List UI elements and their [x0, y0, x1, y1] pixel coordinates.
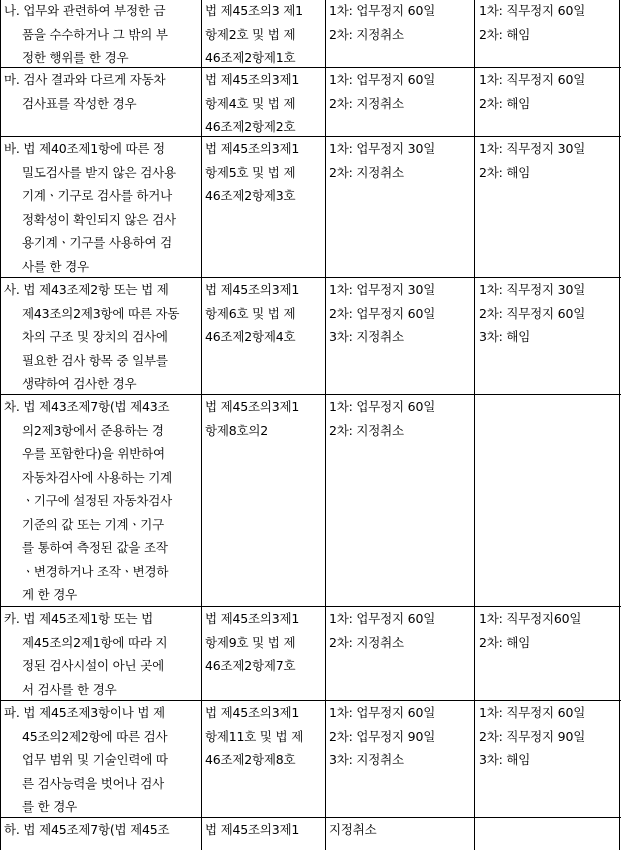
violation-line: ㆍ기구에 설정된 자동차검사	[22, 493, 173, 508]
violation-line: 기계ㆍ기구로 검사를 하거나	[22, 188, 173, 203]
business-penalty-line: 1차: 업무정지 60일	[329, 3, 436, 18]
violation-line: 나. 업무와 관련하여 부정한 금	[4, 3, 166, 18]
staff-penalty-line: 2차: 해임	[479, 634, 531, 650]
staff-penalty-line: 1차: 직무정지 60일	[479, 705, 586, 720]
business-penalty-line: 1차: 업무정지 30일	[329, 141, 436, 156]
staff-penalty-line: 2차: 직무정지 90일	[479, 728, 586, 744]
legal-basis-line: 46조제2항제4호	[205, 329, 296, 344]
violation-line: 게 한 경우	[22, 587, 78, 602]
legal-basis-line: 법 제45조의3 제1	[205, 3, 303, 18]
violation-line: 제45조의2제1항에 따라 지	[22, 634, 168, 650]
row-divider	[0, 277, 621, 278]
right-border	[619, 0, 620, 850]
business-penalty-line: 1차: 업무정지 60일	[329, 399, 436, 414]
violation-line: 바. 법 제40조제1항에 따른 정	[4, 141, 165, 156]
violation-line: 를 한 경우	[22, 799, 78, 814]
business-penalty-line: 3차: 지정취소	[329, 329, 404, 344]
legal-basis-line: 46조제2항제3호	[205, 188, 296, 203]
business-penalty-line: 3차: 지정취소	[329, 752, 404, 767]
violation-line: 45조의2제2항에 따른 검사	[22, 728, 168, 744]
legal-basis-line: 항제9호 및 법 제	[205, 634, 296, 650]
legal-basis-line: 법 제45조의3제1	[205, 399, 300, 414]
violation-line: 품을 수수하거나 그 밖의 부	[22, 26, 168, 42]
violation-line: 사. 법 제43조제2항 또는 법 제	[4, 282, 169, 297]
staff-penalty-line: 2차: 해임	[479, 26, 531, 42]
business-penalty-line: 1차: 업무정지 60일	[329, 611, 436, 626]
legal-basis-line: 법 제45조의3제1	[205, 611, 300, 626]
legal-basis-line: 법 제45조의3제1	[205, 282, 300, 297]
violation-line: 용기계ㆍ기구를 사용하여 검	[22, 235, 173, 250]
legal-basis-line: 법 제45조의3제1	[205, 705, 300, 720]
legal-basis-line: 항제4호 및 법 제	[205, 95, 296, 111]
violation-line: 의2제3항에서 준용하는 경	[22, 422, 164, 438]
left-border	[0, 0, 1, 850]
violation-line: 차의 구조 및 장치의 검사에	[22, 329, 168, 344]
violation-line: 정된 검사시설이 아닌 곳에	[22, 658, 164, 673]
staff-penalty-line: 1차: 직무정지 30일	[479, 282, 586, 297]
legal-basis-line: 항제6호 및 법 제	[205, 305, 296, 321]
violation-line: 검사표를 작성한 경우	[22, 95, 137, 111]
business-penalty-line: 2차: 지정취소	[329, 26, 404, 42]
violation-line: 파. 법 제45조제3항이나 법 제	[4, 705, 165, 720]
violation-line: 차. 법 제43조제7항(법 제43조	[4, 399, 170, 414]
row-divider	[0, 394, 621, 395]
staff-penalty-line: 3차: 해임	[479, 752, 531, 767]
staff-penalty-line: 1차: 직무정지 60일	[479, 3, 586, 18]
violation-line: 카. 법 제45조제1항 또는 법	[4, 611, 154, 626]
legal-basis-line: 법 제45조의3제1	[205, 822, 300, 837]
staff-penalty-line: 3차: 해임	[479, 329, 531, 344]
business-penalty-line: 2차: 지정취소	[329, 634, 404, 650]
violation-line: 필요한 검사 항목 중 일부를	[22, 352, 168, 368]
violation-line: 자동차검사에 사용하는 기계	[22, 469, 173, 485]
violation-line: 를 통하여 측정된 값을 조작	[22, 540, 168, 555]
row-divider	[0, 67, 621, 68]
column-divider-3	[474, 0, 475, 850]
legal-basis-line: 법 제45조의3제1	[205, 72, 300, 87]
business-penalty-line: 2차: 업무정지 90일	[329, 728, 436, 744]
violation-line: 우를 포함한다)을 위반하여	[22, 446, 165, 461]
staff-penalty-line: 2차: 해임	[479, 164, 531, 180]
violation-line: 생략하여 검사한 경우	[22, 376, 137, 391]
row-divider	[0, 606, 621, 607]
legal-basis-line: 법 제45조의3제1	[205, 141, 300, 156]
violation-line: 정확성이 확인되지 않은 검사	[22, 211, 176, 227]
violation-line: 마. 검사 결과와 다르게 자동차	[4, 72, 166, 87]
legal-basis-line: 46조제2항제1호	[205, 50, 296, 65]
legal-basis-line: 항제2호 및 법 제	[205, 26, 296, 42]
business-penalty-line: 지정취소	[329, 822, 377, 837]
staff-penalty-line: 1차: 직무정지60일	[479, 611, 582, 626]
violation-line: ㆍ변경하거나 조작ㆍ변경하	[22, 563, 169, 579]
legal-basis-line: 46조제2항제7호	[205, 658, 296, 673]
staff-penalty-line: 1차: 직무정지 30일	[479, 141, 586, 156]
business-penalty-line: 1차: 업무정지 60일	[329, 705, 436, 720]
violation-line: 업무 범위 및 기술인력에 따	[22, 752, 168, 767]
violation-line: 제43조의2제3항에 따른 자동	[22, 305, 180, 321]
column-divider-2	[325, 0, 326, 850]
legal-basis-line: 46조제2항제2호	[205, 119, 296, 134]
business-penalty-line: 2차: 지정취소	[329, 95, 404, 111]
violation-line: 정한 행위를 한 경우	[22, 50, 129, 65]
business-penalty-line: 1차: 업무정지 30일	[329, 282, 436, 297]
staff-penalty-line: 2차: 직무정지 60일	[479, 305, 586, 321]
business-penalty-line: 2차: 지정취소	[329, 422, 404, 438]
violation-line: 밀도검사를 받지 않은 검사용	[22, 164, 176, 180]
business-penalty-line: 2차: 지정취소	[329, 164, 404, 180]
violation-line: 사를 한 경우	[22, 258, 89, 274]
violation-line: 하. 법 제45조제7항(법 제45조	[4, 822, 170, 837]
violation-line: 른 검사능력을 벗어나 검사	[22, 775, 164, 791]
business-penalty-line: 1차: 업무정지 60일	[329, 72, 436, 87]
legal-basis-line: 항제11호 및 법 제	[205, 728, 304, 744]
staff-penalty-line: 1차: 직무정지 60일	[479, 72, 586, 87]
legal-basis-line: 항제5호 및 법 제	[205, 164, 296, 180]
row-divider	[0, 136, 621, 137]
staff-penalty-line: 2차: 해임	[479, 95, 531, 111]
violation-line: 기준의 값 또는 기계ㆍ기구	[22, 516, 164, 532]
legal-basis-line: 항제8호의2	[205, 422, 269, 438]
row-divider	[0, 700, 621, 701]
legal-basis-line: 46조제2항제8호	[205, 752, 296, 767]
row-divider	[0, 817, 621, 818]
violation-line: 서 검사를 한 경우	[22, 681, 117, 697]
business-penalty-line: 2차: 업무정지 60일	[329, 305, 436, 321]
